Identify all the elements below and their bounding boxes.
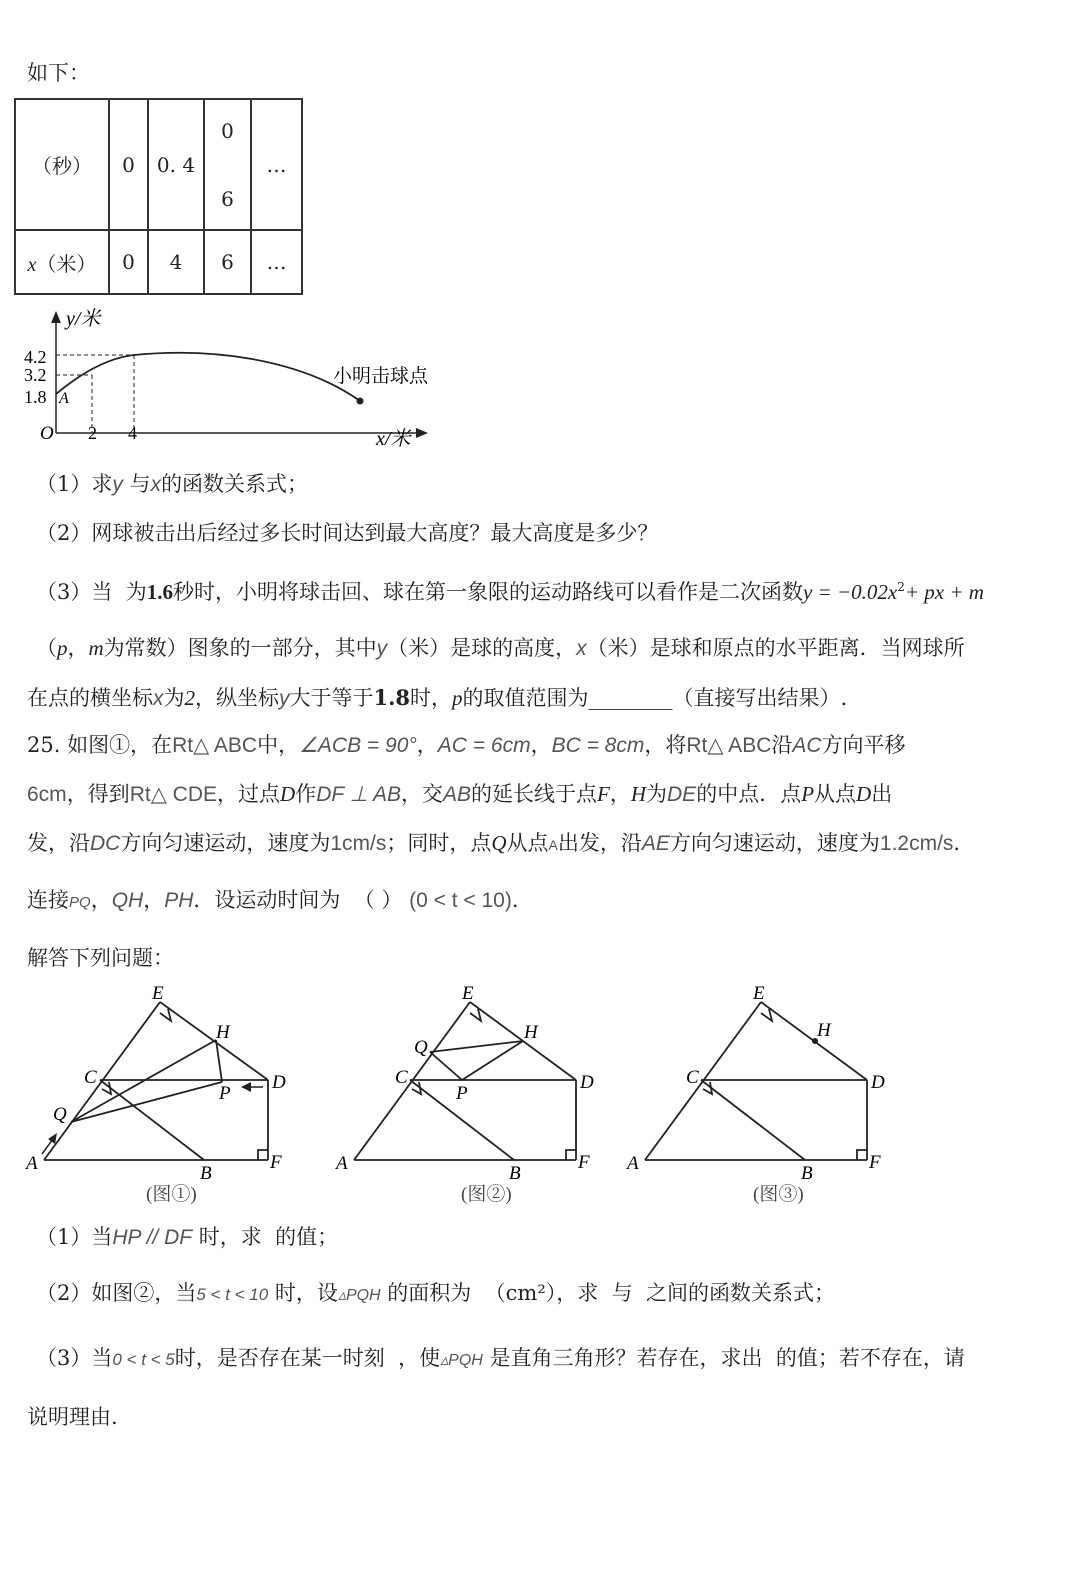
intro-text: 如下：	[27, 61, 90, 85]
q25-sub3-cont: 说明理由.	[27, 1405, 118, 1429]
y-axis-label: y/米	[66, 308, 101, 330]
label-b: B	[509, 1163, 521, 1184]
point-a-label: A	[59, 390, 69, 407]
answer-blank: ________	[588, 686, 673, 710]
q24-part3-line1: （3）当 为1.6秒时，小明将球击回、球在第一象限的运动路线可以看作是二次函数$y = -0.02x^2+$ px + m	[36, 580, 984, 604]
q25-sub3: （3）当0 < t < 5时，是否存在某一时刻 ，使▵PQH 是直角三角形？若存在，求出 的值；若不存在，请	[36, 1346, 965, 1370]
label-p: P	[219, 1083, 231, 1104]
q24-part1: （1）求y 与x的函数关系式；	[36, 472, 309, 496]
label-h: H	[817, 1020, 831, 1041]
x-tick: 2	[88, 423, 97, 443]
figure-caption: (图②)	[461, 1184, 512, 1205]
q25-sub1: （1）当HP // DF 时，求 的值；	[36, 1225, 339, 1249]
trajectory-graph	[20, 305, 480, 455]
table-cell: 0. 4	[148, 99, 204, 230]
label-d: D	[272, 1072, 286, 1093]
x-tick: 4	[128, 423, 137, 443]
label-d: D	[871, 1072, 885, 1093]
table-cell: …	[251, 99, 302, 230]
label-d: D	[580, 1072, 594, 1093]
value-table	[14, 98, 303, 295]
figure-1	[20, 982, 320, 1212]
y-tick: 3.2	[24, 365, 47, 385]
origin-label: O	[40, 423, 54, 444]
label-f: F	[270, 1152, 282, 1173]
y-tick: 1.8	[24, 387, 47, 407]
label-b: B	[200, 1163, 212, 1184]
label-a: A	[26, 1153, 38, 1174]
label-q: Q	[53, 1104, 67, 1125]
q24-part3-line2: （p，m为常数）图象的一部分，其中y（米）是球的高度，x（米）是球和原点的水平距离．当网球所	[36, 636, 965, 660]
q24-part2: （2）网球被击出后经过多长时间达到最大高度？最大高度是多少？	[36, 521, 659, 545]
q25-line4: 连接PQ，QH，PH．设运动时间为 （ ） (0 < t < 10).	[27, 888, 519, 912]
table-cell: …	[251, 230, 302, 294]
label-a: A	[336, 1153, 348, 1174]
figure-3	[615, 982, 915, 1212]
label-h: H	[216, 1022, 230, 1043]
label-p: P	[456, 1083, 468, 1104]
x-axis-label: x/米	[376, 428, 411, 450]
label-f: F	[869, 1152, 881, 1173]
q25-line2: 6cm，得到Rt△ CDE，过点D作DF ⊥ AB，交AB的延长线于点F，H为DE的中点．点P从点D出	[27, 782, 893, 806]
table-cell: 4	[148, 230, 204, 294]
label-b: B	[801, 1163, 813, 1184]
label-q: Q	[414, 1037, 428, 1058]
label-c: C	[84, 1067, 97, 1088]
table-row1-label: （秒）	[15, 99, 109, 230]
label-e: E	[753, 983, 765, 1004]
figure-caption: (图③)	[753, 1184, 804, 1205]
figure-caption: (图①)	[146, 1184, 197, 1205]
label-e: E	[462, 983, 474, 1004]
q25-line3: 发，沿DC方向匀速运动，速度为1cm/s；同时，点Q从点A出发，沿AE方向匀速运动，速度为1.2cm/s.	[27, 831, 961, 855]
table-row2-label: x（米）	[15, 230, 109, 294]
q25-sub2: （2）如图②，当5 < t < 10 时，设▵PQH 的面积为 （cm²），求 与 之间的函数关系式；	[36, 1281, 835, 1305]
label-c: C	[686, 1067, 699, 1088]
table-cell: 0	[109, 230, 148, 294]
q24-part3-line3: 在点的横坐标x为2，纵坐标y大于等于1.8时，p的取值范围为________（直接写出结果）.	[27, 685, 848, 710]
table-cell: 6	[204, 230, 251, 294]
table-cell: 0	[109, 99, 148, 230]
table-cell-split: 0 6	[204, 99, 251, 230]
figure-2	[320, 982, 620, 1212]
y-tick: 4.2	[24, 347, 47, 367]
label-f: F	[578, 1152, 590, 1173]
q25-line1: 25. 如图①，在Rt△ ABC中，∠ACB = 90°，AC = 6cm，BC = 8cm，将Rt△ ABC沿AC方向平移	[27, 733, 906, 757]
q25-instruction: 解答下列问题：	[27, 946, 174, 970]
hit-point-label: 小明击球点	[333, 366, 429, 387]
label-e: E	[152, 983, 164, 1004]
label-a: A	[627, 1153, 639, 1174]
label-c: C	[395, 1067, 408, 1088]
label-h: H	[524, 1022, 538, 1043]
